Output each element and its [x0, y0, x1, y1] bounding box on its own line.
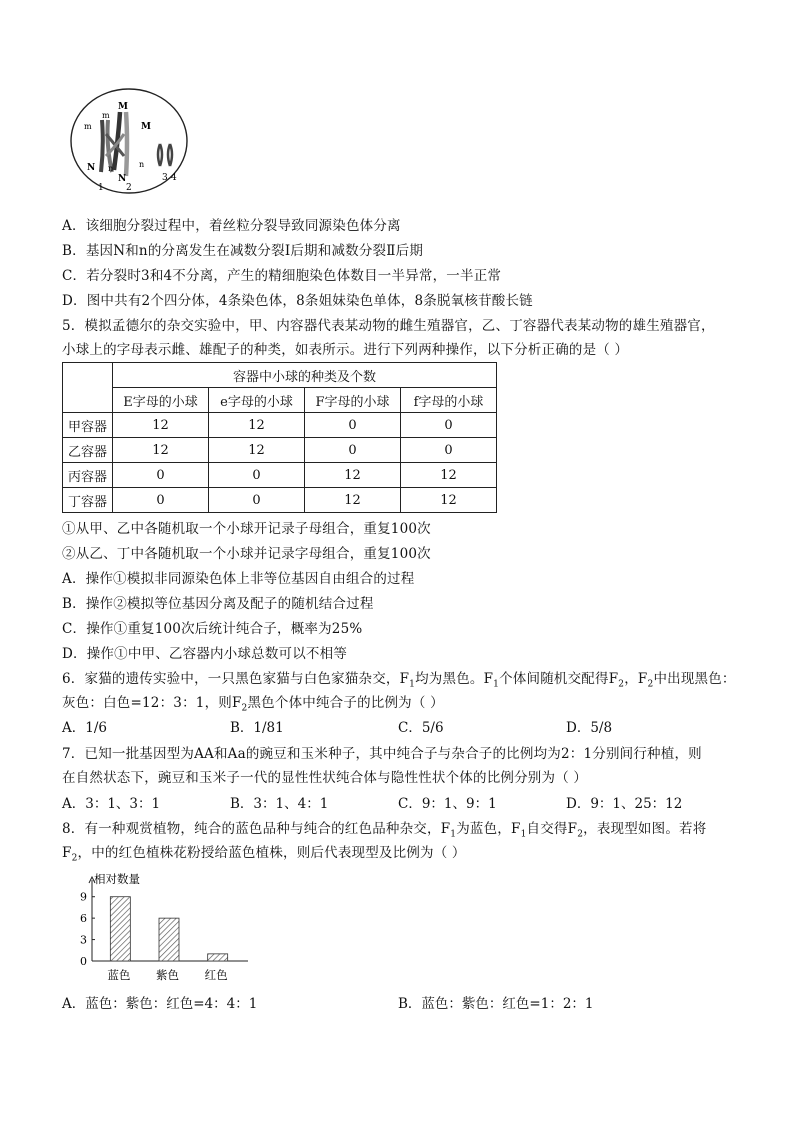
- x-tick-label: 红色: [204, 968, 228, 982]
- table-cell: 0: [113, 463, 209, 488]
- label-n1: n: [108, 164, 114, 173]
- table-cell: 12: [401, 463, 497, 488]
- container-table: [62, 362, 497, 513]
- label-4: 4: [171, 173, 177, 183]
- q6-option-a: A．1/6: [62, 720, 107, 736]
- label-2: 2: [126, 183, 132, 193]
- q7-stem-line1: 7．已知一批基因型为AA和Aa的豌豆和玉米种子，其中纯合子与杂合子的比例均为2：1分别间行种植，则: [62, 746, 702, 762]
- table-row: [63, 413, 497, 438]
- table-row: [63, 438, 497, 463]
- q8-stem-line1: 8．有一种观赏植物，纯合的蓝色品种与纯合的红色品种杂交，$F_1$为蓝色，$F_1$自交得$F_2$，表现型如图。若将: [62, 821, 707, 840]
- q6-option-d: D．5/8: [566, 720, 613, 736]
- table-group-header: 容器中小球的种类及个数: [113, 363, 497, 388]
- bar-0: [110, 897, 130, 961]
- label-1: 1: [98, 183, 104, 193]
- q4-option-c: C．若分裂时3和4不分离，产生的精细胞染色体数目一半异常，一半正常: [62, 268, 502, 284]
- q4-option-a: A．该细胞分裂过程中，着丝粒分裂导致同源染色体分离: [62, 218, 401, 234]
- label-m1: m: [84, 122, 92, 131]
- q4-option-d: D．图中共有2个四分体，4条染色体，8条姐妹染色单体，8条脱氧核苷酸长链: [62, 293, 533, 309]
- q7-option-c: C．9：1、9：1: [398, 796, 497, 812]
- table-cell: 12: [209, 438, 305, 463]
- label-3: 3: [162, 173, 168, 183]
- cell-figure: [68, 86, 190, 196]
- table-cell: 12: [209, 413, 305, 438]
- q8-stem-line2: $F_2$，中的红色植株花粉授给蓝色植株，则后代表现型及比例为（ ）: [62, 845, 466, 864]
- table-corner-cell: [63, 363, 113, 413]
- table-cell: 0: [305, 438, 401, 463]
- label-M2: M: [141, 122, 151, 132]
- q5-option-c: C．操作①重复100次后统计纯合子，概率为25%: [62, 621, 363, 637]
- table-cell: 0: [209, 488, 305, 513]
- row-label: 乙容器: [63, 438, 113, 463]
- q5-option-d: D．操作①中甲、乙容器内小球总数可以不相等: [62, 646, 348, 662]
- q7-option-b: B．3：1、4：1: [230, 796, 329, 812]
- q7-option-d: D．9：1、25：12: [566, 796, 683, 812]
- q5-option-a: A．操作①模拟非同源染色体上非等位基因自由组合的过程: [62, 571, 415, 587]
- row-label: 丙容器: [63, 463, 113, 488]
- table-col-header: E字母的小球: [113, 388, 209, 413]
- q8-option-a: A．蓝色：紫色：红色=4：4：1: [62, 996, 258, 1012]
- q4-option-b: B．基因N和n的分离发生在减数分裂Ⅰ后期和减数分裂Ⅱ后期: [62, 243, 424, 259]
- table-col-header: F字母的小球: [305, 388, 401, 413]
- table-cell: 12: [305, 488, 401, 513]
- y-tick-label: 0: [80, 955, 87, 968]
- q6-stem-line1: 6．家猫的遗传实验中，一只黑色家猫与白色家猫杂交，$F_1$均为黑色。$F_1$个体间随机交配得$F_2$，$F_2$中出现黑色：: [62, 671, 736, 690]
- label-M1: M: [118, 102, 128, 112]
- q6-option-b: B．1/81: [230, 720, 284, 736]
- label-N1: N: [87, 163, 96, 173]
- label-n2: n: [139, 160, 145, 169]
- x-tick-label: 蓝色: [107, 968, 131, 982]
- table-cell: 12: [113, 438, 209, 463]
- table-cell: 0: [401, 438, 497, 463]
- table-cell: 12: [305, 463, 401, 488]
- table-cell: 12: [113, 413, 209, 438]
- q6-option-c: C．5/6: [398, 720, 444, 736]
- y-tick-label: 6: [80, 912, 87, 926]
- x-tick-label: 紫色: [156, 968, 179, 982]
- bar-2: [208, 954, 228, 961]
- label-m2: m: [102, 111, 110, 120]
- table-row: [63, 488, 497, 513]
- q7-stem-line2: 在自然状态下，豌豆和玉米子一代的显性性状纯合体与隐性性状个体的比例分别为（ ）: [62, 770, 588, 786]
- q6-stem-line2: 灰色：白色=12：3：1，则$F_2$黑色个体中纯合子的比例为（ ）: [62, 695, 444, 714]
- table-cell: 0: [209, 463, 305, 488]
- row-label: 丁容器: [63, 488, 113, 513]
- table-cell: 0: [401, 413, 497, 438]
- row-label: 甲容器: [63, 413, 113, 438]
- q5-stem-line1: 5．模拟孟德尔的杂交实验中，甲、内容器代表某动物的雌生殖器官，乙、丁容器代表某动物的雄生殖器官，: [62, 318, 715, 334]
- q5-operation-1: ①从甲、乙中各随机取一个小球开记录子母组合，重复100次: [62, 521, 431, 537]
- table-col-header: f字母的小球: [401, 388, 497, 413]
- bar-1: [159, 918, 179, 961]
- table-cell: 0: [305, 413, 401, 438]
- q7-option-a: A．3：1、3：1: [62, 796, 161, 812]
- q5-operation-2: ②从乙、丁中各随机取一个小球并记录字母组合，重复100次: [62, 546, 431, 562]
- q5-option-b: B．操作②模拟等位基因分离及配子的随机结合过程: [62, 596, 374, 612]
- label-N2: N: [118, 174, 127, 184]
- q8-option-b: B．蓝色：紫色：红色=1：2：1: [398, 996, 594, 1012]
- bar-chart: [62, 868, 262, 986]
- table-row: [63, 463, 497, 488]
- y-tick-label: 9: [80, 890, 87, 904]
- table-col-header: e字母的小球: [209, 388, 305, 413]
- table-cell: 0: [113, 488, 209, 513]
- q5-stem-line2: 小球上的字母表示雌、雄配子的种类，如表所示。进行下列两种操作，以下分析正确的是（ ）: [62, 342, 629, 358]
- table-cell: 12: [401, 488, 497, 513]
- chart-ylabel: 相对数量: [94, 872, 140, 886]
- y-tick-label: 3: [80, 933, 87, 947]
